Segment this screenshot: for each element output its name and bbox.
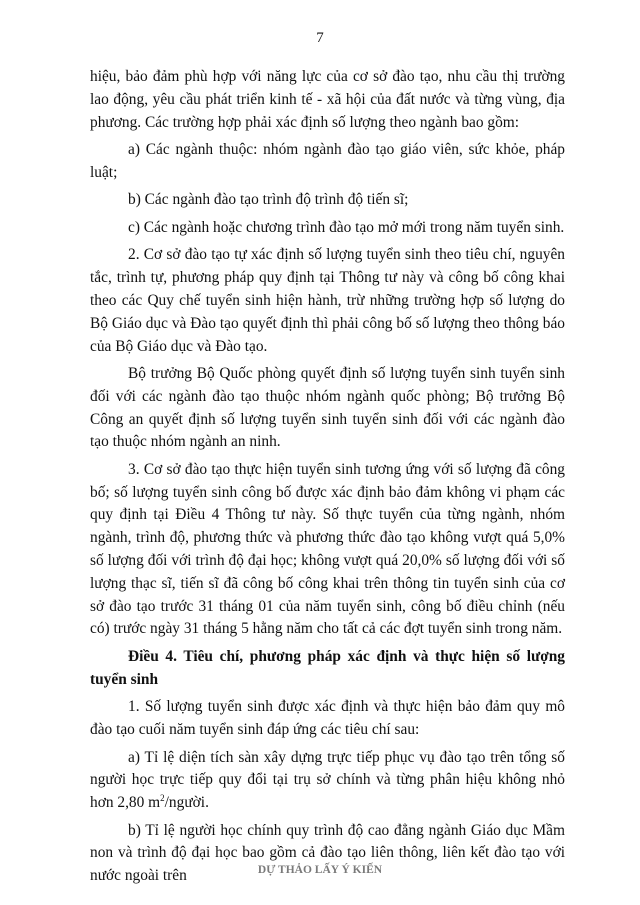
paragraph-continuation: hiệu, bảo đảm phù hợp với năng lực của cơ sở đào tạo, nhu cầu thị trường lao động, yêu cầu phát triển kinh tế - xã hội của đất nước và từng vùng, địa phương. Các trường hợp phải xác định số lượng theo ngành bao gồm: <box>90 68 565 131</box>
list-item-a: a) Các ngành thuộc: nhóm ngành đào tạo giáo viên, sức khỏe, pháp luật; <box>90 141 565 181</box>
clause-3: 3. Cơ sở đào tạo thực hiện tuyển sinh tương ứng với số lượng đã công bố; số lượng tuyển sinh công bố được xác định bảo đảm không vi phạm các quy định tại Điều 4 Thông tư này. Số thực tuyển của từng ngành, nhóm ngành, trình độ, phương thức và phương thức đào tạo không vượt quá 5,0% số lượng đối với trình độ đại học; không vượt quá 20,0% số lượng đối với số lượng thạc sĩ, tiến sĩ đã công bố công khai trên thông tin tuyển sinh của cơ sở đào tạo trước 31 tháng 01 của năm tuyển sinh, công bố điều chỉnh (nếu có) trước ngày 31 tháng 5 hằng năm cho tất cả các đợt tuyển sinh trong năm. <box>90 460 565 638</box>
list-item-c: c) Các ngành hoặc chương trình đào tạo mở mới trong năm tuyển sinh. <box>128 218 565 236</box>
article-4-item-a-text: a) Tỉ lệ diện tích sàn xây dựng trực tiếp phục vụ đào tạo trên tổng số người học trực tiếp quy đổi tại trụ sở chính và từng phân hiệu không nhỏ hơn 2,80 <box>90 748 565 812</box>
article-4-clause-1: 1. Số lượng tuyển sinh được xác định và thực hiện bảo đảm quy mô đào tạo cuối năm tuyển sinh đáp ứng các tiêu chí sau: <box>90 698 565 739</box>
clause-2: 2. Cơ sở đào tạo tự xác định số lượng tuyển sinh theo tiêu chí, nguyên tắc, trình tự, phương pháp quy định tại Thông tư này và công bố công khai theo các Quy chế tuyển sinh hiện hành, trừ những trường hợp số lượng do Bộ Giáo dục và Đào tạo quyết định thì phải công bố số lượng theo thông báo của Bộ Giáo dục và Đào tạo. <box>90 246 565 355</box>
area-unit-rest: /người. <box>164 794 209 812</box>
area-unit-exponent: 2 <box>160 792 165 803</box>
list-item-b: b) Các ngành đào tạo trình độ trình độ tiến sĩ; <box>128 191 409 209</box>
page-number: 7 <box>316 30 324 46</box>
article-4-item-a <box>90 747 565 815</box>
article-4-heading: Điều 4. Tiêu chí, phương pháp xác định và thực hiện số lượng tuyển sinh <box>90 647 565 688</box>
article-4-item-b: b) Tỉ lệ người học chính quy trình độ cao đẳng ngành Giáo dục Mầm non và trình độ đại học bao gồm cả đào tạo liên thông, liên kết đào tạo với nước ngoài trên <box>90 821 565 885</box>
draft-footer: DỰ THẢO LẤY Ý KIẾN <box>257 864 383 876</box>
ministers-paragraph: Bộ trưởng Bộ Quốc phòng quyết định số lượng tuyển sinh tuyển sinh đối với các ngành đào tạo thuộc nhóm ngành quốc phòng; Bộ trưởng Bộ Công an quyết định số lượng tuyển sinh tuyển sinh đối với các ngành đào tạo thuộc nhóm ngành an ninh. <box>90 365 565 451</box>
document-body <box>90 66 565 893</box>
area-unit <box>148 794 209 811</box>
area-unit-base: m <box>148 794 161 812</box>
